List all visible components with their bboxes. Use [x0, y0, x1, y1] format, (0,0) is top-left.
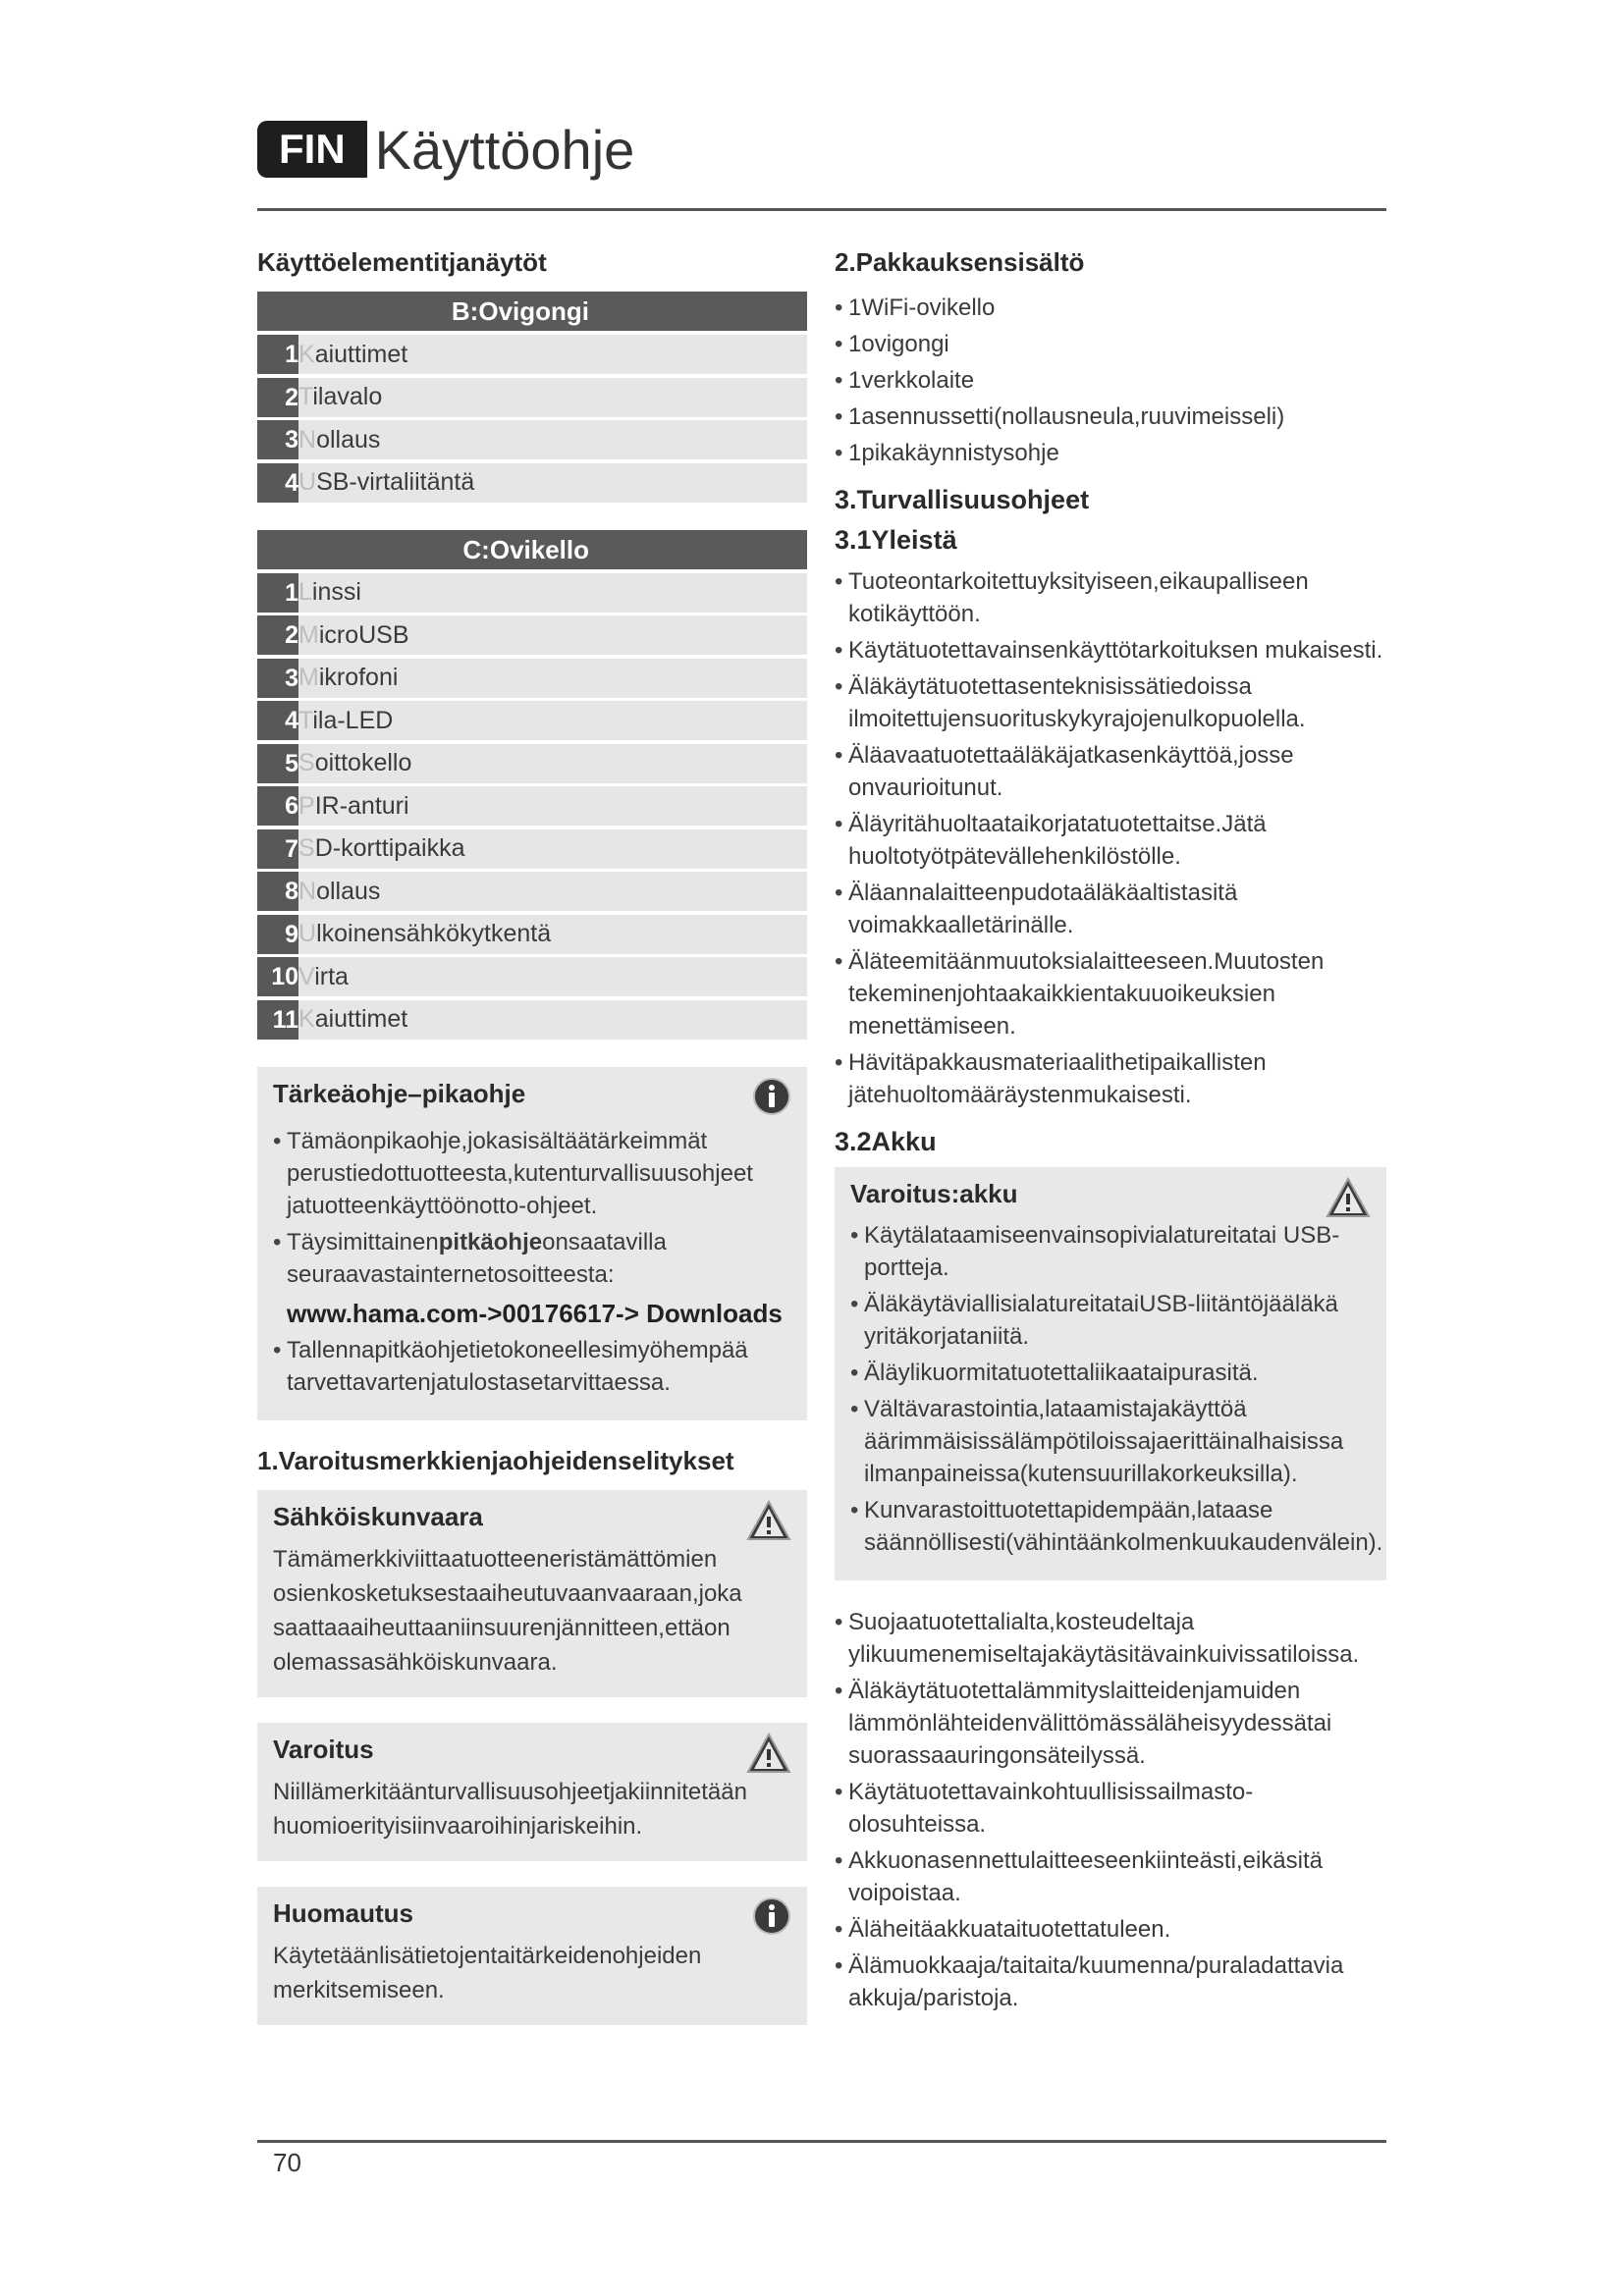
list-item: • Kunvarastoittuotettapidempään,lataase säännöllisesti(vähintäänkolmenkuukaudenvälein).: [850, 1494, 1371, 1559]
quick-guide-title: Tärkeäohje–pikaohje: [273, 1078, 526, 1108]
list-item: • 1asennussetti(nollausneula,ruuvimeisseli): [835, 400, 1386, 433]
list-item: • Äläavaatuotettaäläkäjatkasenkäyttöä,josse onvaurioitunut.: [835, 739, 1386, 804]
list-item: • Äläannalaitteenpudotaäläkäaltistasitä voimakkaalletärinälle.: [835, 877, 1386, 941]
info-icon: [752, 1077, 791, 1121]
table-row: [257, 915, 807, 954]
part-label: Linssi: [298, 578, 361, 606]
list-item: • Akkuonasennettulaitteeseenkiinteästi,eikäsitä voipoistaa.: [835, 1844, 1386, 1909]
part-number: 1: [257, 573, 298, 613]
left-column: [257, 247, 807, 2051]
warning-title: Varoitus: [273, 1734, 374, 1764]
warning-triangle-icon: [1326, 1177, 1371, 1223]
part-number: 5: [257, 744, 298, 783]
package-list: [835, 292, 1386, 469]
table-row: [257, 744, 807, 783]
note-text: Käytetäänlisätietojentaitärkeidenohjeiden merkitsemiseen.: [273, 1942, 702, 2003]
part-label: Nollaus: [298, 425, 381, 454]
battery-list: [850, 1219, 1383, 1559]
part-label: Tila-LED: [298, 706, 394, 734]
document-title: Käyttöohje: [374, 118, 635, 181]
list-item: • Äläheitäakkuataituotettatuleen.: [835, 1913, 1386, 1946]
part-number: 4: [257, 701, 298, 740]
list-item: • Käytätuotettavainsenkäyttötarkoituksen mukaisesti.: [835, 634, 1386, 667]
quick-guide-box: [257, 1067, 807, 1420]
table-row: [257, 573, 807, 613]
list-item: • Äläyritähuoltaataikorjatatuotettaitse.Jätä huoltotyötpätevällehenkilöstölle.: [835, 808, 1386, 873]
list-item: [273, 1226, 791, 1330]
battery-warning-title: Varoitus:akku: [850, 1179, 1018, 1208]
list-item: • Suojaatuotettalialta,kosteudeltaja ylikuumenemiseltajakäytäsitävainkuivissatiloissa.: [835, 1606, 1386, 1671]
table-row: [257, 957, 807, 996]
note-box: [257, 1887, 807, 2025]
list-item: • Äläkäytätuotettalämmityslaitteidenjamuiden lämmönlähteidenvälittömässäläheisyydessätai suorassaauringonsäteilyssä.: [835, 1675, 1386, 1772]
part-number: 9: [257, 915, 298, 954]
download-url: www.hama.com->00176617-> Downloads: [287, 1298, 783, 1328]
list-item: • 1verkkolaite: [835, 364, 1386, 397]
general-list: [835, 565, 1386, 1111]
list-item: • ÄläkäytäviallisialatureitataiUSB-liitäntöjääläkä yritäkorjataniitä.: [850, 1288, 1371, 1353]
part-number: 2: [257, 615, 298, 655]
table-row: [257, 1000, 807, 1040]
part-number: 4: [257, 463, 298, 503]
part-number: 3: [257, 420, 298, 459]
list-item-text: Täysimittainen: [287, 1228, 439, 1255]
package-heading: 2.Pakkauksensisältö: [835, 247, 1085, 277]
part-number: 2: [257, 378, 298, 417]
battery-heading: 3.2Akku: [835, 1127, 937, 1156]
battery-warning-box: [835, 1167, 1386, 1580]
table-row: [257, 701, 807, 740]
general-heading: 3.1Yleistä: [835, 525, 957, 555]
part-number: 7: [257, 829, 298, 869]
table-row: [257, 829, 807, 869]
table-row: [257, 420, 807, 459]
note-title: Huomautus: [273, 1897, 413, 1928]
part-label: SD-korttipaikka: [298, 834, 465, 862]
controls-heading: Käyttöelementitjanäytöt: [257, 247, 547, 277]
list-item: • Käytälataamiseenvainsopivialatureitatai USB-portteja.: [850, 1219, 1371, 1284]
table-row: [257, 463, 807, 503]
warning-triangle-icon: [746, 1733, 791, 1779]
part-number: 6: [257, 786, 298, 826]
list-item: • Vältävarastointia,lataamistajakäyttöä äärimmäisissälämpötiloissajaerittäinalhaisissa ilmanpaineissa(kutensuurillakorkeuksilla).: [850, 1393, 1371, 1490]
part-label: Kaiuttimet: [298, 340, 408, 368]
part-label: Nollaus: [298, 877, 381, 905]
list-item: • Älämuokkaaja/taitaita/kuumenna/puraladattavia akkuja/paristoja.: [835, 1949, 1386, 2014]
part-label: PIR-anturi: [298, 791, 409, 820]
table-row: [257, 615, 807, 655]
part-number: 8: [257, 872, 298, 911]
list-item: • Hävitäpakkausmateriaalithetipaikallisten jätehuoltomääräystenmukaisesti.: [835, 1046, 1386, 1111]
electric-shock-box: [257, 1490, 807, 1697]
footer-rule: [257, 2140, 1386, 2143]
part-label: MicroUSB: [298, 620, 409, 649]
electric-shock-text: Tämämerkkiviittaatuotteeneristämättömien osienkosketuksestaaiheutuvaanvaaraan,joka saattaaaiheuttaaniinsuurenjännitteen,ettäon olemassasähköiskunvaara.: [273, 1545, 742, 1676]
part-label: Mikrofoni: [298, 664, 399, 691]
safety-heading: 3.Turvallisuusohjeet: [835, 485, 1090, 514]
list-item: • Tallennapitkäohjetietokoneellesimyöhempää tarvettavartenjatulostasetarvittaessa.: [273, 1334, 791, 1399]
table-row: [257, 335, 807, 374]
warning-box: [257, 1723, 807, 1861]
warning-triangle-icon: [746, 1500, 791, 1546]
list-item: • 1WiFi-ovikello: [835, 292, 1386, 324]
table-row: [257, 378, 807, 417]
list-item: • 1ovigongi: [835, 328, 1386, 360]
info-icon: [752, 1896, 791, 1941]
part-label: Ulkoinensähkökytkentä: [298, 920, 552, 947]
section1-heading: 1.Varoitusmerkkienjaohjeidenselitykset: [257, 1445, 734, 1475]
list-item: • Äläteemitäänmuutoksialaitteeseen.Muutosten tekeminenjohtaakaikkientakuuoikeuksien menettämiseen.: [835, 945, 1386, 1042]
list-item: • Tämäonpikaohje,jokasisältäätärkeimmät perustiedottuotteesta,kutenturvallisuusohjeet jatuotteenkäyttöönotto-ohjeet.: [273, 1125, 791, 1222]
page-header: [257, 116, 634, 183]
list-item: • Käytätuotettavainkohtuullisissailmasto- olosuhteissa.: [835, 1776, 1386, 1841]
right-column: [835, 247, 1386, 2018]
language-badge: FIN: [257, 121, 367, 178]
page-number: 70: [273, 2148, 301, 2177]
part-label: USB-virtaliitäntä: [298, 468, 475, 496]
list-item: • 1pikakäynnistysohje: [835, 437, 1386, 469]
parts-table-b-title: B:Ovigongi: [257, 292, 807, 331]
part-label: Kaiuttimet: [298, 1005, 408, 1033]
header-rule: [257, 208, 1386, 211]
table-row: [257, 872, 807, 911]
parts-table-b: [257, 292, 807, 503]
more-safety-list: [835, 1606, 1386, 2014]
part-number: 3: [257, 659, 298, 698]
part-label: Tilavalo: [298, 383, 383, 410]
list-item: • Äläylikuormitatuotettaliikaataipurasitä.: [850, 1357, 1371, 1389]
list-item-bold: pitkäohje: [438, 1228, 543, 1255]
part-number: 11: [257, 1000, 298, 1040]
table-row: [257, 786, 807, 826]
table-row: [257, 659, 807, 698]
parts-table-c-title: C:Ovikello: [257, 530, 807, 569]
part-number: 10: [257, 957, 298, 996]
parts-table-c: [257, 530, 807, 1040]
part-number: 1: [257, 335, 298, 374]
list-item: • Äläkäytätuotettasenteknisissätiedoissa ilmoitettujensuorituskykyrajojenulkopuolella.: [835, 670, 1386, 735]
warning-text: Niillämerkitäänturvallisuusohjeetjakiinnitetään huomioerityisiinvaaroihinjariskeihin.: [273, 1778, 747, 1840]
part-label: Soittokello: [298, 749, 412, 776]
electric-shock-title: Sähköiskunvaara: [273, 1501, 483, 1531]
list-item: • Tuoteontarkoitettuyksityiseen,eikaupalliseen kotikäyttöön.: [835, 565, 1386, 630]
list-item-text: onsaatavilla seuraavastainternetosoitteesta:: [287, 1228, 667, 1288]
part-label: Virta: [298, 962, 349, 990]
